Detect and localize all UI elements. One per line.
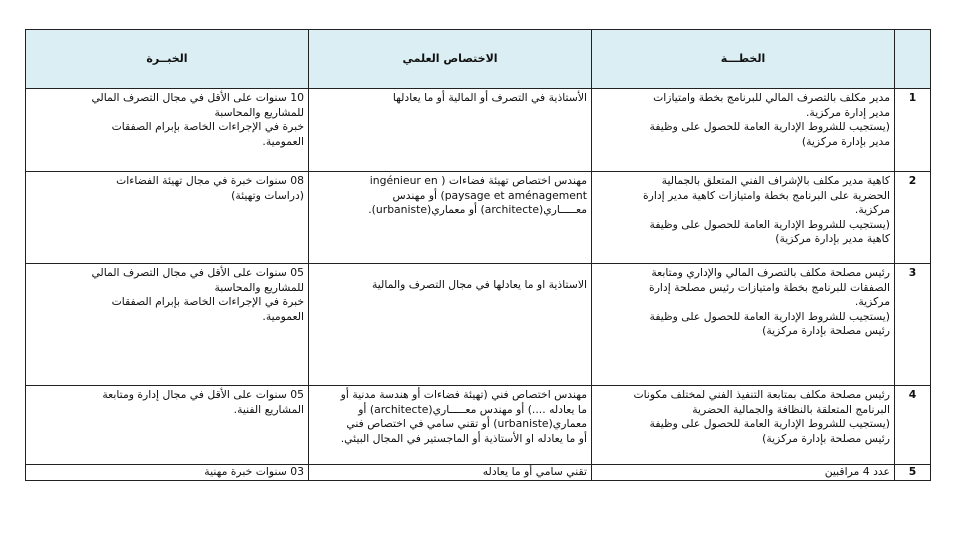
- table-row: [26, 89, 931, 172]
- specialty-cell: [309, 264, 592, 386]
- header-experience: الخبــرة: [26, 30, 309, 89]
- plan-line: البرنامج المتعلقة بالنظافة والجمالية الحضرية: [692, 402, 890, 416]
- experience-line: 05 سنوات على الأقل في مجال التصرف المالي: [91, 266, 304, 279]
- experience-line: للمشاريع والمحاسبة: [214, 105, 304, 119]
- plan-cell: [592, 89, 895, 172]
- plan-line: (يستجيب للشروط الإدارية العامة للحصول على وظيفة: [649, 309, 890, 323]
- table-row: [26, 264, 931, 386]
- specialty-cell: [309, 172, 592, 264]
- experience-line: خبرة في الإجراءات الخاصة بإبرام الصفقات: [111, 120, 304, 134]
- plan-line: (يستجيب للشروط الإدارية العامة للحصول على وظيفة: [649, 417, 890, 431]
- plan-line: (يستجيب للشروط الإدارية العامة للحصول على وظيفة: [649, 217, 890, 231]
- experience-line: العمومية.: [262, 134, 304, 148]
- experience-cell: [26, 89, 309, 172]
- experience-line: العمومية.: [262, 309, 304, 323]
- header-number-cell: [895, 30, 931, 89]
- plan-line: عدد 4 مراقبين: [824, 465, 890, 478]
- experience-line: 03 سنوات خبرة مهنية: [204, 465, 304, 478]
- header-row: [26, 30, 931, 89]
- plan-line: رئيس مصلحة مكلف بالتصرف المالي والإداري ومتابعة: [651, 266, 890, 279]
- row-number: 1: [895, 89, 931, 172]
- plan-cell: [592, 465, 895, 481]
- plan-cell: [592, 172, 895, 264]
- specialty-line: الاستاذية او ما يعادلها في مجال التصرف والمالية: [371, 278, 587, 291]
- plan-line: كاهية مدير بإدارة مركزية): [775, 232, 890, 246]
- plan-line: رئيس مصلحة بإدارة مركزية): [762, 324, 890, 338]
- experience-line: للمشاريع والمحاسبة: [214, 280, 304, 294]
- plan-line: رئيس مصلحة مكلف بمتابعة التنفيذ الفني لمختلف مكونات: [633, 388, 890, 401]
- table-row: [26, 465, 931, 481]
- experience-line: خبرة في الإجراءات الخاصة بإبرام الصفقات: [111, 295, 304, 309]
- specialty-line: الأستاذية في التصرف أو المالية أو ما يعادلها: [392, 91, 587, 104]
- experience-line: 08 سنوات خبرة في مجال تهيئة الفضاءات: [116, 174, 304, 187]
- experience-cell: [26, 386, 309, 465]
- plan-cell: [592, 386, 895, 465]
- table-row: [26, 172, 931, 264]
- plan-cell: [592, 264, 895, 386]
- experience-line: (دراسات وتهيئة): [231, 188, 304, 202]
- plan-line: مدير بإدارة مركزية): [801, 134, 890, 148]
- table-row: [26, 386, 931, 465]
- plan-line: مدير إدارة مركزية.: [805, 105, 890, 119]
- specialty-line: paysage et aménagement) أو مهندس: [392, 188, 587, 202]
- header-specialty: الاختصاص العلمي: [309, 30, 592, 89]
- plan-line: (يستجيب للشروط الإدارية العامة للحصول على وظيفة: [649, 120, 890, 134]
- specialty-line: مهندس اختصاص تهيئة فضاءات ( ingénieur en: [369, 174, 587, 187]
- row-number: 5: [895, 465, 931, 481]
- specialty-line: أو ما يعادله او الأستاذية أو الماجستير في المجال البيئي.: [340, 431, 587, 445]
- plan-line: مركزية.: [854, 203, 890, 217]
- specialty-line: ما يعادله ....) أو مهندس معـــــاري(architecte) أو: [358, 402, 587, 416]
- plan-line: مركزية.: [854, 295, 890, 309]
- plan-line: رئيس مصلحة بإدارة مركزية): [762, 431, 890, 445]
- specialty-line: معـــــاري(architecte) أو معماري(urbaniste).: [368, 203, 587, 217]
- row-number: 4: [895, 386, 931, 465]
- plan-line: الصفقات للبرنامج بخطة وامتيازات رئيس مصلحة إدارة: [649, 280, 890, 294]
- row-number: 3: [895, 264, 931, 386]
- plan-line: الحضرية على البرنامج بخطة وامتيازات كاهية مدير إدارة: [642, 188, 890, 202]
- header-plan: الخطـــة: [592, 30, 895, 89]
- specialty-line: تقني سامي أو ما يعادله: [482, 465, 587, 478]
- experience-line: المشاريع الفنية.: [233, 402, 304, 416]
- experience-cell: [26, 172, 309, 264]
- row-number: 2: [895, 172, 931, 264]
- experience-line: 05 سنوات على الأقل في مجال إدارة ومتابعة: [102, 388, 304, 401]
- specialty-line: مهندس اختصاص فني (تهيئة فضاءات أو هندسة مدنية أو: [340, 388, 587, 401]
- experience-cell: [26, 465, 309, 481]
- experience-cell: [26, 264, 309, 386]
- plan-line: كاهية مدير مكلف بالإشراف الفني المتعلق بالجمالية: [661, 174, 890, 187]
- plan-line: مدير مكلف بالتصرف المالي للبرنامج بخطة وامتيازات: [653, 91, 890, 104]
- specialty-cell: [309, 465, 592, 481]
- positions-table: [25, 29, 931, 481]
- specialty-cell: [309, 386, 592, 465]
- specialty-line: معماري(urbaniste) أو تقني سامي في اختصاص فني: [346, 417, 587, 431]
- experience-line: 10 سنوات على الأقل في مجال التصرف المالي: [91, 91, 304, 104]
- specialty-cell: [309, 89, 592, 172]
